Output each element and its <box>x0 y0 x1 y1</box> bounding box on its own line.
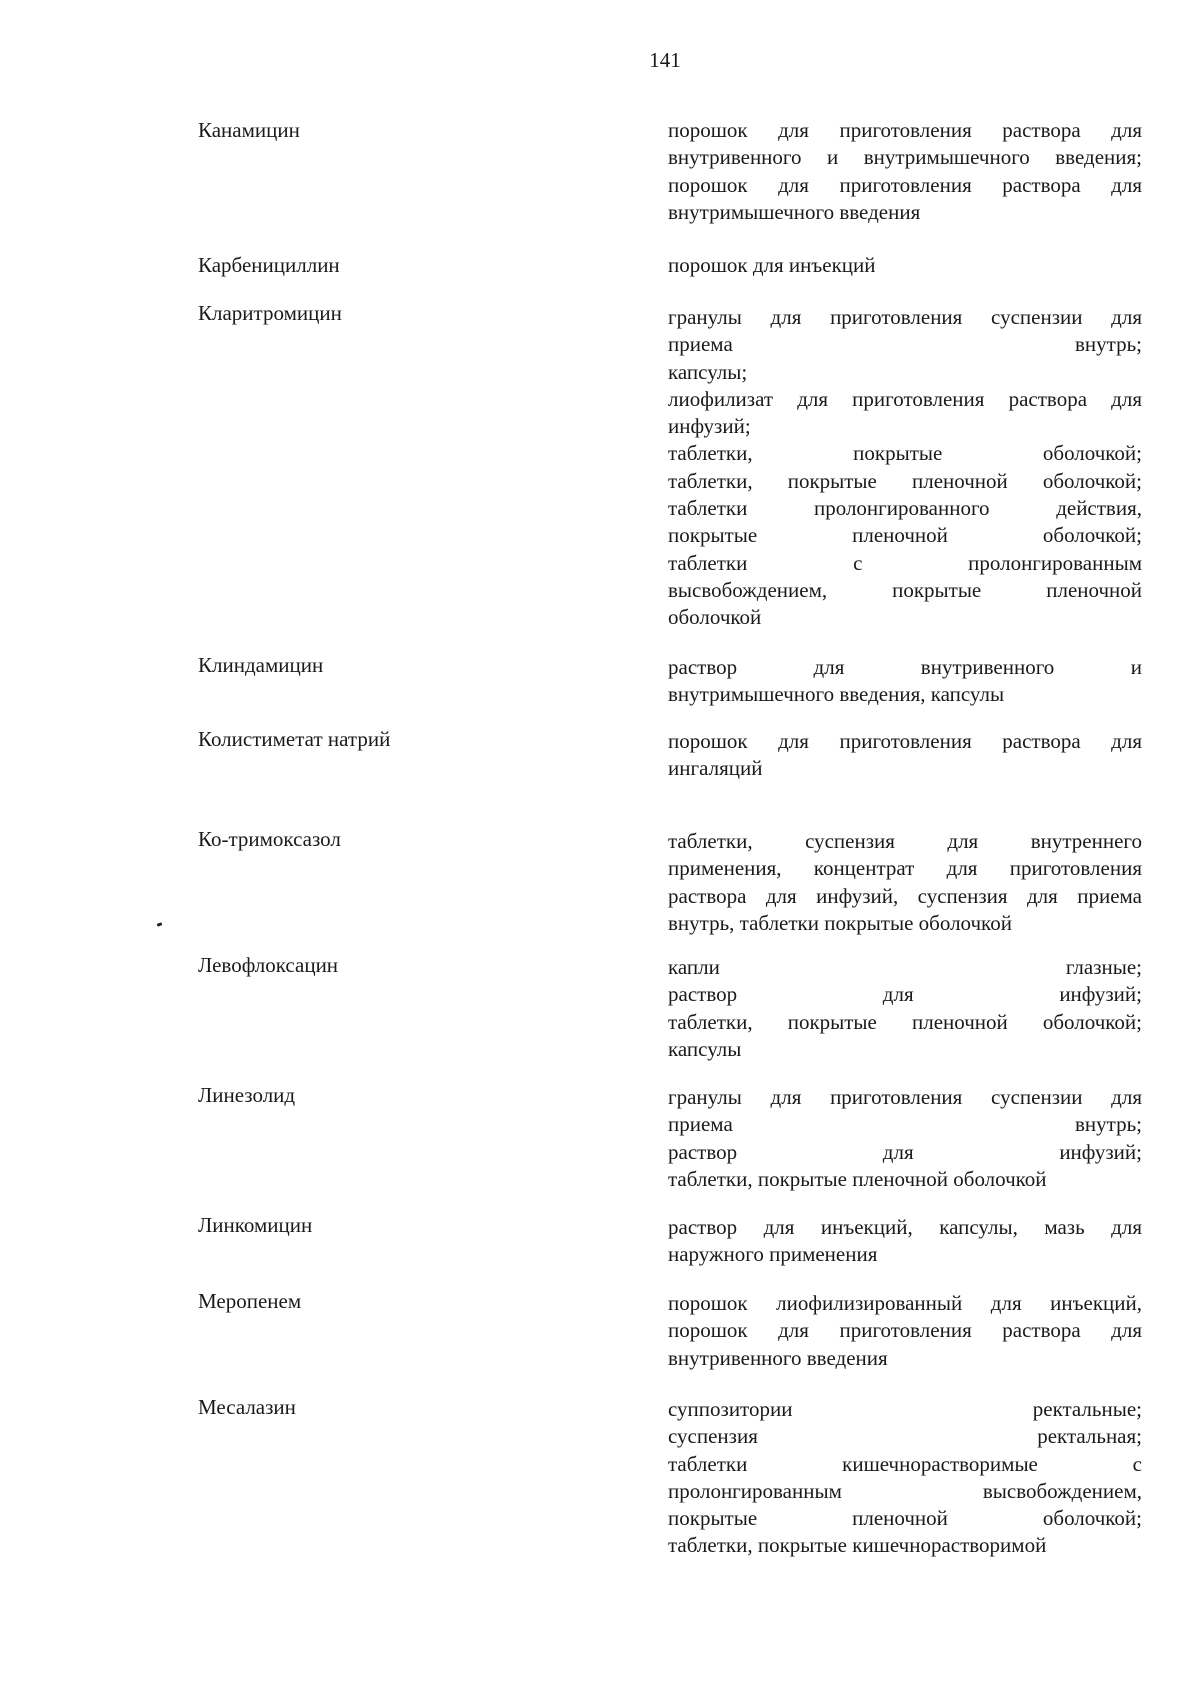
dosage-forms <box>668 1396 1142 1560</box>
dosage-form-line: лиофилизат для приготовления раствора для <box>668 386 1142 411</box>
drug-name: Кларитромицин <box>198 301 342 325</box>
dosage-form-line: внутримышечного введения, капсулы <box>668 682 1005 707</box>
dosage-form-line: порошок для приготовления раствора для <box>668 729 1142 753</box>
dosage-forms <box>668 252 1142 279</box>
dosage-form-line: таблетки кишечнорастворимые с <box>668 1451 1142 1476</box>
dosage-form-line: раствор для инъекций, капсулы, мазь для <box>668 1215 1142 1239</box>
drug-name: Левофлоксацин <box>198 953 339 977</box>
dosage-forms <box>668 954 1142 1063</box>
dosage-form-line: капли глазные; <box>668 955 1142 979</box>
dosage-form-line: раствор для инфузий; <box>668 1139 1142 1164</box>
dosage-form-line: таблетки пролонгированного действия, <box>668 496 1142 521</box>
dosage-form-line: ингаляций <box>668 756 763 781</box>
dosage-form-line: внутрь, таблетки покрытые оболочкой <box>668 910 1012 935</box>
dosage-form-line: приема внутрь; <box>668 332 1142 357</box>
dosage-form-line: таблетки, суспензия для внутреннего <box>668 829 1142 853</box>
dosage-form-line: покрытые пленочной оболочкой; <box>668 523 1142 548</box>
drug-name: Меропенем <box>198 1289 302 1313</box>
dosage-form-line: порошок для приготовления раствора для <box>668 172 1142 197</box>
dosage-form-line: суппозитории ректальные; <box>668 1397 1142 1421</box>
drug-name: Клиндамицин <box>198 653 324 677</box>
dosage-form-line: таблетки, покрытые пленочной оболочкой <box>668 1166 1047 1191</box>
dosage-form-line: порошок для инъекций <box>668 253 876 277</box>
drug-name: Линкомицин <box>198 1213 313 1237</box>
dosage-form-line: порошок для приготовления раствора для <box>668 118 1142 142</box>
dosage-form-line: приема внутрь; <box>668 1112 1142 1137</box>
dosage-form-line: таблетки, покрытые оболочкой; <box>668 441 1142 466</box>
dosage-form-line: высвобождением, покрытые пленочной <box>668 577 1142 602</box>
dosage-form-line: инфузий; <box>668 414 751 439</box>
dosage-form-line: раствор для инфузий; <box>668 982 1142 1007</box>
page-number: 141 <box>649 48 681 72</box>
dosage-form-line: применения, концентрат для приготовления <box>668 856 1142 881</box>
dosage-form-line: гранулы для приготовления суспензии для <box>668 1085 1142 1109</box>
stray-ink-mark <box>157 922 163 927</box>
dosage-form-line: порошок для приготовления раствора для <box>668 1318 1142 1343</box>
dosage-form-line: капсулы; <box>668 359 748 384</box>
dosage-forms <box>668 117 1142 226</box>
dosage-form-line: раствора для инфузий, суспензия для приема <box>668 883 1142 908</box>
dosage-form-line: раствор для внутривенного и <box>668 655 1142 679</box>
dosage-forms <box>668 654 1142 709</box>
dosage-form-line: гранулы для приготовления суспензии для <box>668 305 1142 329</box>
drug-name: Колистиметат натрий <box>198 727 391 751</box>
dosage-forms <box>668 728 1142 783</box>
dosage-form-line: наружного применения <box>668 1242 878 1267</box>
dosage-form-line: суспензия ректальная; <box>668 1424 1142 1449</box>
drug-name: Ко-тримоксазол <box>198 827 341 851</box>
dosage-forms <box>668 828 1142 937</box>
dosage-forms <box>668 1290 1142 1372</box>
dosage-form-line: таблетки, покрытые пленочной оболочкой; <box>668 468 1142 493</box>
dosage-forms <box>668 1214 1142 1269</box>
drug-name: Линезолид <box>198 1083 296 1107</box>
drug-name: Месалазин <box>198 1395 296 1419</box>
dosage-form-line: таблетки, покрытые пленочной оболочкой; <box>668 1009 1142 1034</box>
dosage-form-line: таблетки, покрытые кишечнорастворимой <box>668 1533 1047 1558</box>
dosage-form-line: внутривенного введения <box>668 1345 888 1370</box>
drug-name: Канамицин <box>198 118 300 142</box>
dosage-form-line: внутримышечного введения <box>668 199 921 224</box>
drug-name: Карбенициллин <box>198 253 340 277</box>
dosage-form-line: пролонгированным высвобождением, <box>668 1478 1142 1503</box>
dosage-forms <box>668 1084 1142 1193</box>
dosage-form-line: порошок лиофилизированный для инъекций, <box>668 1291 1142 1315</box>
dosage-form-line: таблетки с пролонгированным <box>668 550 1142 575</box>
dosage-form-line: внутривенного и внутримышечного введения; <box>668 145 1142 170</box>
dosage-form-line: оболочкой <box>668 605 762 630</box>
dosage-form-line: покрытые пленочной оболочкой; <box>668 1506 1142 1531</box>
dosage-form-line: капсулы <box>668 1036 742 1061</box>
dosage-forms <box>668 304 1142 632</box>
